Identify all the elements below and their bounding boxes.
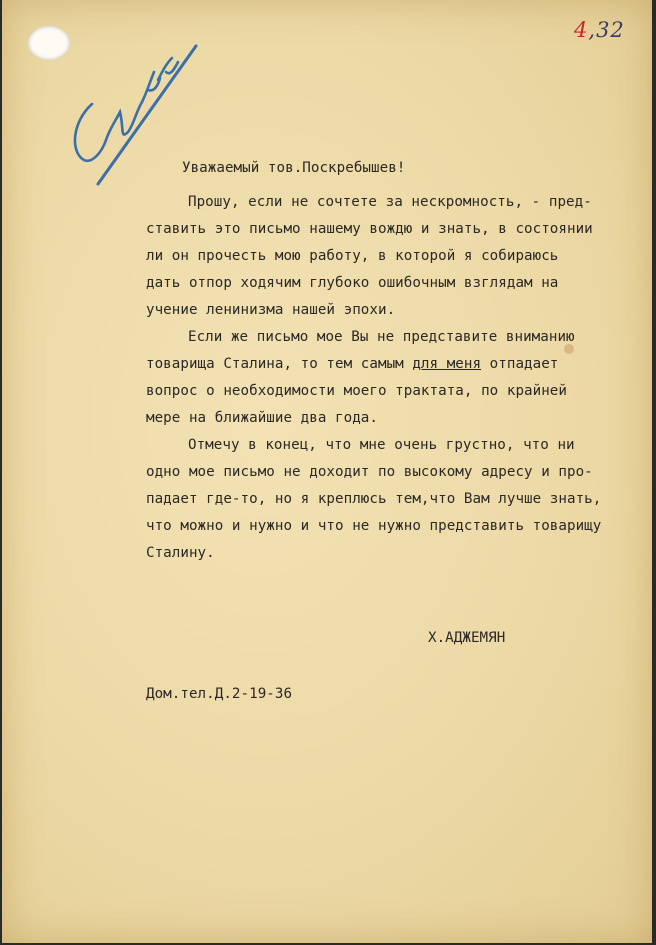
page-number: 4,32	[574, 18, 625, 42]
p3-line-2: одно мое письмо не доходит по высокому адресу и про-	[146, 464, 593, 480]
p1-line-2: ставить это письмо нашему вождю и знать, в состоянии	[146, 221, 593, 237]
p1-line-3: ли он прочесть мою работу, в которой я собираюсь	[146, 248, 559, 264]
document-page	[2, 0, 652, 943]
ink-blot	[564, 344, 574, 354]
p3-line-3: падает где-то, но я креплюсь тем,что Вам лучше знать,	[146, 491, 602, 507]
p2-line-2-start: товарища Сталина, то тем самым	[146, 356, 413, 372]
p1-line-1: Прошу, если не сочтете за нескромность, - пред-	[188, 194, 592, 210]
p2-line-3: вопрос о необходимости моего трактата, по крайней	[146, 383, 567, 399]
handwritten-note	[62, 32, 202, 192]
p3-line-1: Отмечу в конец, что мне очень грустно, что ни	[188, 437, 575, 453]
p2-line-2	[146, 356, 558, 372]
p2-line-1: Если же письмо мое Вы не представите вниманию	[188, 329, 575, 345]
home-phone: Дом.тел.Д.2-19-36	[146, 686, 293, 702]
page-number-current: 32	[596, 18, 625, 42]
p3-line-4: что можно и нужно и что не нужно представить товарищу	[146, 518, 602, 534]
page-number-old: 4	[574, 18, 589, 42]
p1-line-5: учение ленинизма нашей эпохи.	[146, 302, 396, 318]
salutation: Уважаемый тов.Поскребышев!	[182, 160, 406, 176]
signature: Х.АДЖЕМЯН	[428, 630, 506, 646]
p3-line-5: Сталину.	[146, 545, 215, 561]
underlined-phrase: для меня	[412, 356, 482, 372]
p2-line-2-end: отпадает	[481, 356, 559, 372]
p2-line-4: мере на ближайшие два года.	[146, 410, 378, 426]
p1-line-4: дать отпор ходячим глубоко ошибочным взглядам на	[146, 275, 559, 291]
